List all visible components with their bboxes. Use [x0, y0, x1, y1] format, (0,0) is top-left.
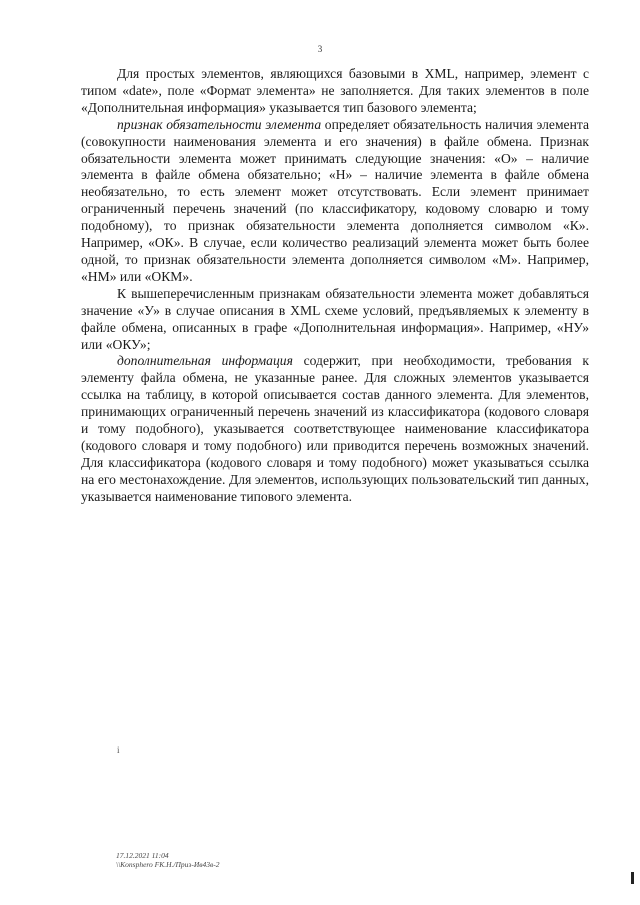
document-body — [81, 66, 589, 506]
paragraph-lead: дополнительная информация — [117, 353, 293, 369]
page-number: 3 — [317, 44, 323, 54]
paragraph-mandatory-sign — [81, 117, 589, 286]
paragraph-condition-value — [81, 286, 589, 354]
margin-mark: i — [117, 745, 120, 755]
paragraph-text: определяет обязательность наличия элемента (совокупности наименования элемента и его значения) в файле обмена. Признак обязательности элемента может принимать следующие значения: «О» – наличие элемента в файле обмена обязательно; «Н» – наличие элемента в файле обмена необязательно, то есть элемент может отсутствовать. Если элемент принимает ограниченный перечень значений (по классификатору, кодовому словарю и тому подобному), то признак обязательности элемента дополняется символом «К». Например, «ОК». В случае, если количество реализаций элемента может быть более одной, то признак обязательности элемента дополняется символом «М». Например, «НМ» или «ОКМ». — [81, 116, 589, 284]
footer-timestamp: 17.12.2021 11:04 — [116, 851, 169, 860]
paragraph-base-elements — [81, 66, 589, 117]
paragraph-text: содержит, при необходимости, требования к элементу файла обмена, не указанные ранее. Для сложных элементов указывается ссылка на таблицу, в которой описывается состав данного элемента. Для элементов, принимающих ограниченный перечень значений из классификатора (кодового словаря и тому подобного), указывается соответствующее наименование классификатора (кодового словаря и тому подобного) или приводится перечень возможных значений. Для классификатора (кодового словаря и тому подобного) может указываться ссылка на его местонахождение. Для элементов, использующих пользовательский тип данных, указывается наименование типового элемента. — [81, 353, 590, 504]
footer-file-path: \\Konsphero FK.H./Приз-Ив43в-2 — [116, 860, 220, 869]
paragraph-lead: признак обязательности элемента — [117, 116, 322, 132]
scan-edge-mark — [631, 872, 634, 884]
document-footer — [116, 851, 220, 869]
paragraph-text: К вышеперечисленным признакам обязательности элемента может добавляться значение «У» в случае описания в XML схеме условий, предъявляемых к элементу в файле обмена, описанных в графе «Дополнительная информация». Например, «НУ» или «ОКУ»; — [81, 285, 589, 352]
paragraph-additional-info — [81, 353, 589, 505]
paragraph-text: Для простых элементов, являющихся базовыми в XML, например, элемент с типом «date», поле «Формат элемента» не заполняется. Для таких элементов в поле «Дополнительная информация» указывается тип базового элемента; — [81, 66, 589, 115]
